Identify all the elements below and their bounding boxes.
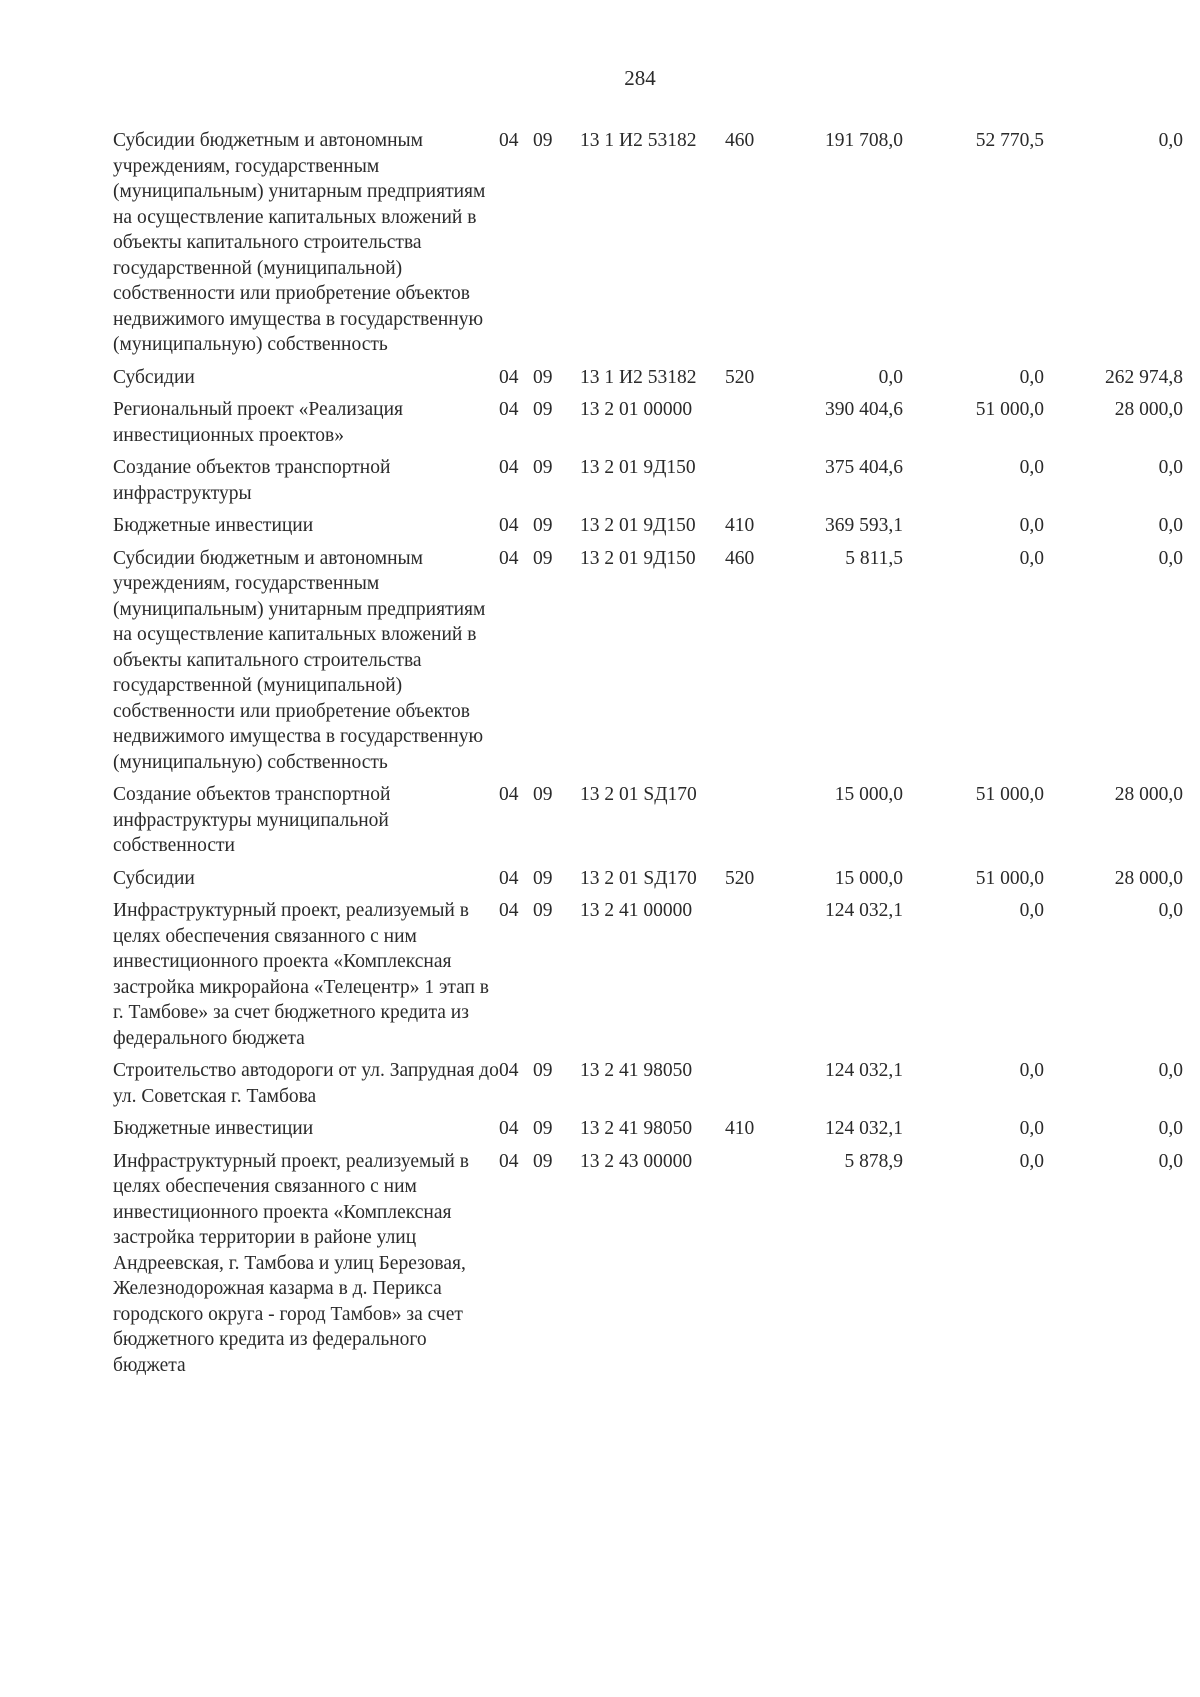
target-article-code: 13 2 01 9Д150 — [580, 515, 696, 536]
row-name: Региональный проект «Реализация инвестиционных проектов» — [113, 399, 404, 446]
section-code: 04 — [499, 1060, 519, 1081]
section-code: 04 — [499, 130, 519, 151]
row-name: Субсидии — [113, 366, 195, 388]
expense-type-code: 520 — [725, 867, 755, 889]
amount-year-2: 0,0 — [1019, 1118, 1044, 1139]
expense-type-code: 410 — [725, 515, 755, 536]
row-name: Создание объектов транспортной инфраструктуры — [113, 457, 391, 504]
table-row — [113, 782, 1183, 866]
amount-year-1: 5 811,5 — [845, 547, 903, 569]
table-row — [113, 1116, 1183, 1149]
section-code: 04 — [499, 457, 519, 478]
amount-year-2: 0,0 — [1019, 900, 1044, 921]
table-row — [113, 546, 1183, 783]
amount-year-2: 51 000,0 — [975, 399, 1044, 420]
expense-type-code: 410 — [725, 1118, 755, 1139]
target-article-code: 13 1 И2 53182 — [580, 130, 697, 151]
amount-year-1: 124 032,1 — [825, 900, 903, 921]
expense-type-code — [725, 1149, 775, 1386]
target-article-code: 13 2 01 SД170 — [580, 867, 697, 889]
expense-type-code: 460 — [725, 547, 755, 569]
amount-year-1: 375 404,6 — [825, 457, 903, 478]
table-row — [113, 513, 1183, 546]
subsection-code: 09 — [533, 900, 553, 921]
subsection-code: 09 — [533, 457, 553, 478]
table-row — [113, 866, 1183, 899]
target-article-code: 13 2 01 9Д150 — [580, 457, 696, 478]
amount-year-3: 262 974,8 — [1105, 366, 1183, 388]
table-row — [113, 1058, 1183, 1116]
section-code: 04 — [499, 547, 519, 569]
amount-year-3: 0,0 — [1158, 900, 1183, 921]
row-name: Бюджетные инвестиции — [113, 515, 314, 536]
table-row — [113, 898, 1183, 1058]
amount-year-2: 51 000,0 — [975, 867, 1044, 889]
amount-year-3: 28 000,0 — [1114, 784, 1183, 805]
section-code: 04 — [499, 900, 519, 921]
table-row — [113, 128, 1183, 365]
target-article-code: 13 2 43 00000 — [580, 1150, 693, 1172]
target-article-code: 13 2 01 9Д150 — [580, 547, 696, 569]
table-row — [113, 455, 1183, 513]
amount-year-2: 0,0 — [1019, 457, 1044, 478]
subsection-code: 09 — [533, 1060, 553, 1081]
amount-year-3: 28 000,0 — [1114, 399, 1183, 420]
subsection-code: 09 — [533, 130, 553, 151]
subsection-code: 09 — [533, 366, 553, 388]
subsection-code: 09 — [533, 1150, 553, 1172]
row-name: Инфраструктурный проект, реализуемый в целях обеспечения связанного с ним инвестиционного проекта «Комплексная застройка территории в районе улиц Андреевская, г. Тамбова и улиц Березовая, Железнодорожная казарма в д. Перикса городского округа - город Тамбов» за счет бюджетного кредита из федерального бюджета — [113, 1150, 469, 1376]
target-article-code: 13 2 41 98050 — [580, 1118, 693, 1139]
expense-type-code: 520 — [725, 366, 755, 388]
section-code: 04 — [499, 515, 519, 536]
subsection-code: 09 — [533, 784, 553, 805]
target-article-code: 13 1 И2 53182 — [580, 366, 697, 388]
expense-type-code — [725, 898, 775, 1058]
amount-year-3: 0,0 — [1158, 1060, 1183, 1081]
expense-type-code — [725, 782, 775, 866]
amount-year-1: 124 032,1 — [825, 1118, 903, 1139]
expense-type-code — [725, 1058, 775, 1116]
expense-type-code — [725, 397, 775, 455]
amount-year-2: 0,0 — [1019, 547, 1044, 569]
amount-year-2: 0,0 — [1019, 515, 1044, 536]
target-article-code: 13 2 41 98050 — [580, 1060, 693, 1081]
expense-type-code: 460 — [725, 130, 755, 151]
row-name: Субсидии бюджетным и автономным учреждениям, государственным (муниципальным) унитарным предприятиям на осуществление капитальных вложений в объекты капитального строительства государственной (муниципальной) собственности или приобретение объектов недвижимого имущества в государственную (муниципальную) собственность — [113, 547, 486, 773]
row-name: Бюджетные инвестиции — [113, 1118, 314, 1139]
row-name: Субсидии бюджетным и автономным учреждениям, государственным (муниципальным) унитарным предприятиям на осуществление капитальных вложений в объекты капитального строительства государственной (муниципальной) собственности или приобретение объектов недвижимого имущества в государственную (муниципальную) собственность — [113, 130, 486, 355]
subsection-code: 09 — [533, 515, 553, 536]
section-code: 04 — [499, 1150, 519, 1172]
target-article-code: 13 2 41 00000 — [580, 900, 693, 921]
row-name: Создание объектов транспортной инфраструктуры муниципальной собственности — [113, 784, 391, 856]
subsection-code: 09 — [533, 1118, 553, 1139]
subsection-code: 09 — [533, 547, 553, 569]
budget-table — [113, 128, 1183, 1385]
amount-year-1: 15 000,0 — [834, 867, 903, 889]
expense-type-code — [725, 455, 775, 513]
section-code: 04 — [499, 399, 519, 420]
target-article-code: 13 2 01 SД170 — [580, 784, 697, 805]
amount-year-2: 51 000,0 — [975, 784, 1044, 805]
table-body — [113, 128, 1183, 1385]
amount-year-1: 369 593,1 — [825, 515, 903, 536]
amount-year-2: 0,0 — [1019, 1060, 1044, 1081]
section-code: 04 — [499, 784, 519, 805]
row-name: Строительство автодороги от ул. Запрудная до ул. Советская г. Тамбова — [113, 1060, 499, 1107]
subsection-code: 09 — [533, 399, 553, 420]
amount-year-2: 52 770,5 — [975, 130, 1044, 151]
amount-year-2: 0,0 — [1019, 1150, 1044, 1172]
table-row — [113, 397, 1183, 455]
section-code: 04 — [499, 1118, 519, 1139]
amount-year-3: 0,0 — [1158, 515, 1183, 536]
amount-year-1: 5 878,9 — [844, 1150, 903, 1172]
row-name: Субсидии — [113, 867, 195, 889]
amount-year-1: 124 032,1 — [825, 1060, 903, 1081]
section-code: 04 — [499, 867, 519, 889]
amount-year-3: 0,0 — [1158, 130, 1183, 151]
amount-year-3: 0,0 — [1158, 1150, 1183, 1172]
amount-year-1: 390 404,6 — [825, 399, 903, 420]
table-row — [113, 365, 1183, 398]
amount-year-3: 0,0 — [1158, 1118, 1183, 1139]
amount-year-2: 0,0 — [1019, 366, 1044, 388]
amount-year-3: 28 000,0 — [1114, 867, 1183, 889]
amount-year-1: 15 000,0 — [834, 784, 903, 805]
subsection-code: 09 — [533, 867, 553, 889]
page-number: 284 — [624, 66, 656, 90]
section-code: 04 — [499, 366, 519, 388]
amount-year-1: 0,0 — [878, 366, 903, 388]
amount-year-3: 0,0 — [1158, 547, 1183, 569]
target-article-code: 13 2 01 00000 — [580, 399, 693, 420]
amount-year-3: 0,0 — [1158, 457, 1183, 478]
amount-year-1: 191 708,0 — [825, 130, 903, 151]
table-row — [113, 1149, 1183, 1386]
row-name: Инфраструктурный проект, реализуемый в целях обеспечения связанного с ним инвестиционного проекта «Комплексная застройка микрорайона «Телецентр» 1 этап в г. Тамбове» за счет бюджетного кредита из федерального бюджета — [113, 900, 490, 1049]
